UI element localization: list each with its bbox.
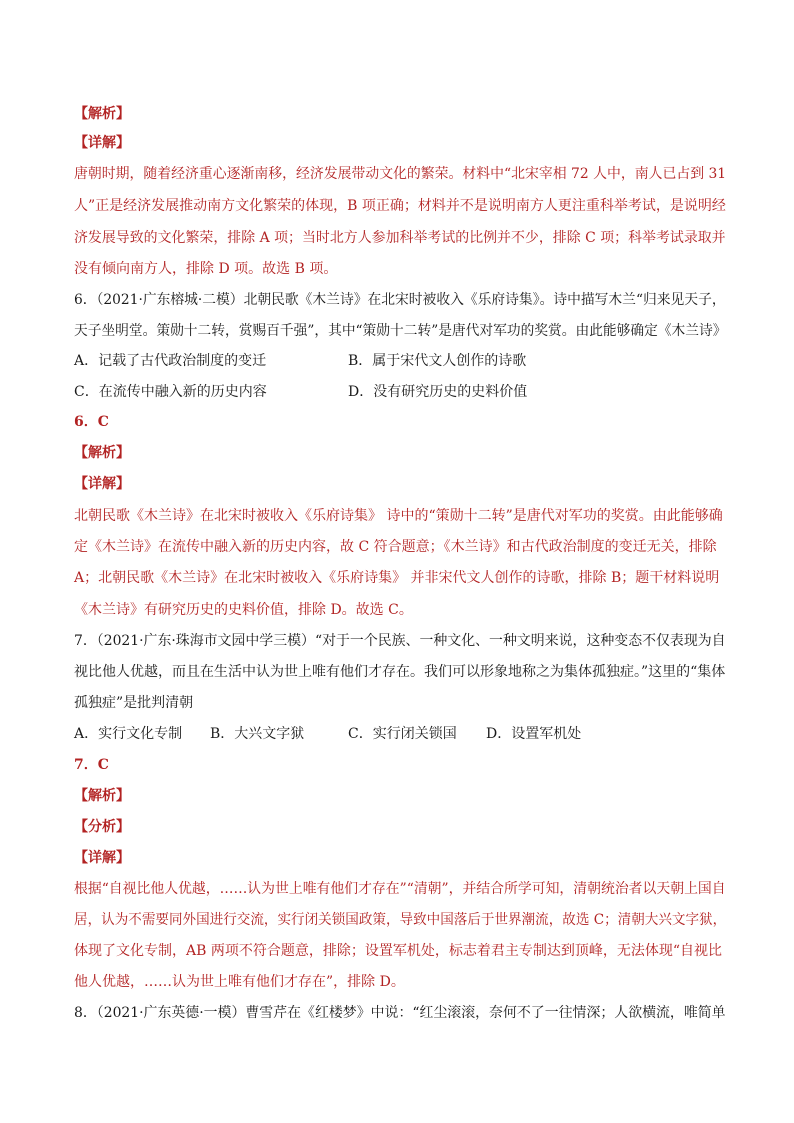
- explanation-line: 济发展导致的文化繁荣，排除 A 项；当时北方人参加科举考试的比例并不少，排除 C 项；科举考试录取并: [74, 230, 726, 246]
- detail-tag: 【详解】: [74, 850, 130, 866]
- analysis-detail-tag: 【分析】: [74, 819, 130, 835]
- option-b: B．大兴文字狱: [210, 726, 305, 742]
- analysis-tag: 【解析】: [74, 445, 130, 461]
- detail-tag: 【详解】: [74, 476, 130, 492]
- explanation-line: 居，认为不需要同外国进行交流，实行闭关锁国政策，导致中国落后于世界潮流，故选 C；清朝大兴文字狱，: [74, 912, 727, 928]
- option-d: D．没有研究历史的史料价值: [348, 384, 528, 400]
- explanation-line: 体现了文化专制，AB 两项不符合题意，排除；设置军机处，标志着君主专制达到顶峰，无法体现“自视比: [74, 943, 723, 959]
- option-a: A．实行文化专制: [74, 726, 183, 742]
- explanation-line: 他人优越，……认为世上唯有他们才存在”，排除 D。: [74, 974, 405, 990]
- question-stem: 7．（2021·广东·珠海市文园中学三模）“对于一个民族、一种文化、一种文明来说，这种变态不仅表现为自: [74, 633, 726, 649]
- answer: 6．C: [74, 414, 109, 430]
- analysis-tag: 【解析】: [74, 106, 130, 122]
- detail-tag: 【详解】: [74, 135, 130, 151]
- explanation-line: 唐朝时期，随着经济重心逐渐南移，经济发展带动文化的繁荣。材料中“北宋宰相 72 人中，南人已占到 31: [74, 166, 727, 182]
- explanation-line: 定《木兰诗》在流传中融入新的历史内容，故 C 符合题意；《木兰诗》和古代政治制度的变迁无关，排除: [74, 539, 717, 555]
- explanation-line: 人”正是经济发展推动南方文化繁荣的体现，B 项正确；材料并不是说明南方人更注重科举考试，是说明经: [74, 198, 726, 214]
- answer: 7．C: [74, 757, 109, 773]
- question-stem: 8．（2021·广东英德·一模）曹雪芹在《红楼梦》中说：“红尘滚滚，奈何不了一往情深；人欲横流，唯简单: [74, 1005, 726, 1021]
- question-stem: 6．（2021·广东榕城·二模）北朝民歌《木兰诗》在北宋时被收入《乐府诗集》。诗中描写木兰“归来见天子，: [74, 292, 726, 308]
- explanation-line: 没有倾向南方人，排除 D 项。故选 B 项。: [74, 261, 338, 277]
- question-stem: 孤独症”是批判清朝: [74, 695, 194, 711]
- explanation-line: 《木兰诗》有研究历史的史料价值，排除 D。故选 C。: [74, 602, 413, 618]
- analysis-tag: 【解析】: [74, 788, 130, 804]
- question-stem: 天子坐明堂。策勋十二转，赏赐百千强”，其中“策勋十二转”是唐代对军功的奖赏。由此能够确定《木兰诗》: [74, 323, 727, 339]
- option-a: A．记载了古代政治制度的变迁: [74, 353, 267, 369]
- question-stem: 视比他人优越，而且在生活中认为世上唯有他们才存在。我们可以形象地称之为集体孤独症。”这里的“集体: [74, 664, 726, 680]
- explanation-line: A；北朝民歌《木兰诗》在北宋时被收入《乐府诗集》 并非宋代文人创作的诗歌，排除 B；题干材料说明: [74, 570, 720, 586]
- option-c: C．在流传中融入新的历史内容: [74, 384, 267, 400]
- explanation-line: 根据“自视比他人优越，……认为世上唯有他们才存在”“清朝”，并结合所学可知，清朝统治者以天朝上国自: [74, 881, 726, 897]
- explanation-line: 北朝民歌《木兰诗》在北宋时被收入《乐府诗集》 诗中的“策勋十二转”是唐代对军功的奖赏。由此能够确: [74, 508, 723, 524]
- option-c: C．实行闭关锁国: [348, 726, 457, 742]
- option-b: B．属于宋代文人创作的诗歌: [348, 353, 527, 369]
- option-d: D．设置军机处: [486, 726, 582, 742]
